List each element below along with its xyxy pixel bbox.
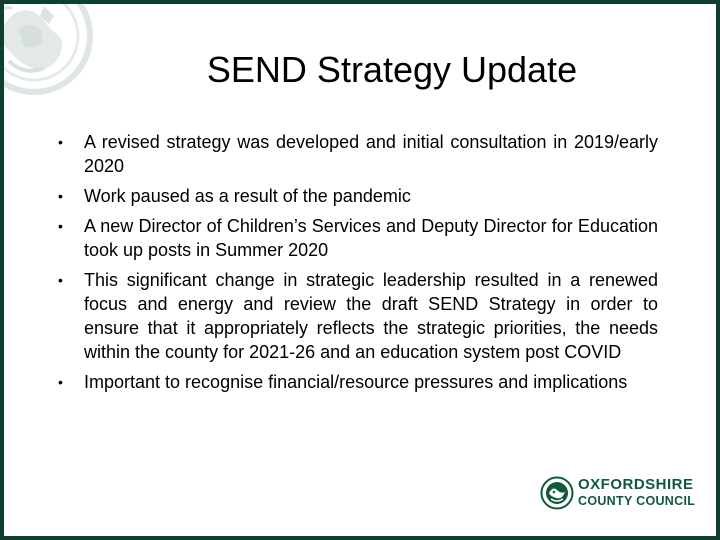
bullet-list <box>56 130 658 400</box>
bullet-glyph: • <box>58 272 63 288</box>
bullet-text: A revised strategy was developed and initial consultation in 2019/early 2020 <box>84 132 658 176</box>
bullet-item <box>56 214 658 262</box>
bullet-text: This significant change in strategic leadership resulted in a renewed focus and energy and review the draft SEND Strategy in order to ensure that it appropriately reflects the strategic priorities, the needs within the county for 2021-26 and an education system post COVID <box>84 270 658 362</box>
bullet-item <box>56 130 658 178</box>
council-emblem-icon <box>540 476 574 510</box>
logo-line-2: COUNTY COUNCIL <box>578 494 696 508</box>
bullet-item <box>56 184 658 208</box>
slide <box>4 4 716 536</box>
bullet-text: Work paused as a result of the pandemic <box>84 186 411 206</box>
bullet-text: A new Director of Children’s Services and Deputy Director for Education took up posts in Summer 2020 <box>84 216 658 260</box>
oxfordshire-county-council-logo <box>540 474 696 514</box>
bullet-item <box>56 268 658 364</box>
bullet-glyph: • <box>58 134 63 150</box>
county-crest-watermark-icon <box>4 4 94 96</box>
logo-line-1: OXFORDSHIRE <box>578 476 694 493</box>
bullet-glyph: • <box>58 218 63 234</box>
bullet-item <box>56 370 658 394</box>
slide-title: SEND Strategy Update <box>206 49 578 90</box>
bullet-glyph: • <box>58 374 63 390</box>
bullet-text: Important to recognise financial/resource pressures and implications <box>84 372 628 392</box>
bullet-glyph: • <box>58 188 63 204</box>
